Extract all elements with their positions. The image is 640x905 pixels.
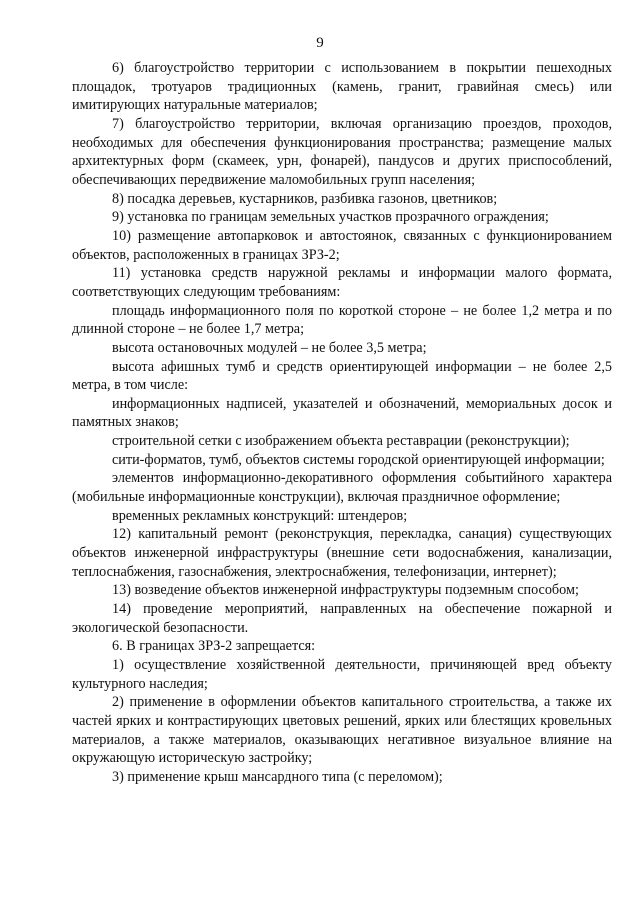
paragraph-item-11: 11) установка средств наружной рекламы и информации малого формата, соответствующих следующим требованиям: xyxy=(72,265,612,300)
paragraph-item-9: 9) установка по границам земельных участков прозрачного ограждения; xyxy=(112,209,549,226)
paragraph-item-7: 7) благоустройство территории, включая организацию проездов, проходов, необходимых для обеспечения функционирования пространства; размещение малых архитектурных форм (скамеек, урн, фонарей), пандусов и других приспособлений, обеспечивающих передвижение маломобильных групп населения; xyxy=(72,115,612,188)
paragraph-prohibited-1: 1) осуществление хозяйственной деятельности, причиняющей вред объекту культурного наследия; xyxy=(72,657,612,692)
page-number: 9 xyxy=(316,35,324,51)
paragraph-item-8: 8) посадка деревьев, кустарников, разбивка газонов, цветников; xyxy=(112,190,498,207)
paragraph-sub-info-field: площадь информационного поля по короткой стороне – не более 1,2 метра и по длинной стороне – не более 1,7 метра; xyxy=(72,302,612,338)
paragraph-item-6: 6) благоустройство территории с использованием в покрытии пешеходных площадок, тротуаров традиционных (камень, гранит, гравийная смесь) или имитирующих натуральные материалов; xyxy=(72,60,612,114)
paragraph-sub-construction-mesh: строительной сетки с изображением объекта реставрации (реконструкции); xyxy=(112,433,570,450)
paragraph-item-12: 12) капитальный ремонт (реконструкция, перекладка, санация) существующих объектов инженерной инфраструктуры (внешние сети водоснабжения, канализации, теплоснабжения, газоснабжения, электроснабжения, телефонизации, интернет); xyxy=(72,526,612,580)
paragraph-prohibited-2: 2) применение в оформлении объектов капитального строительства, а также их частей ярких и контрастирующих цветовых решений, ярких или блестящих кровельных материалов, а также материалов, оказывающих негативное визуальное влияние на окружающую историческую застройку; xyxy=(72,694,612,767)
paragraph-sub-temporary-ads: временных рекламных конструкций: штендеров; xyxy=(112,507,408,524)
paragraph-prohibited-3: 3) применение крыш мансардного типа (с переломом); xyxy=(112,768,443,785)
paragraph-sub-stop-modules: высота остановочных модулей – не более 3,5 метра; xyxy=(112,339,427,356)
paragraph-sub-poster-columns: высота афишных тумб и средств ориентирующей информации – не более 2,5 метра, в том числе: xyxy=(72,358,612,394)
paragraph-sub-info-signs: информационных надписей, указателей и обозначений, мемориальных досок и памятных знаков; xyxy=(72,395,612,431)
section-heading-prohibited: 6. В границах ЗРЗ-2 запрещается: xyxy=(112,638,316,655)
paragraph-item-14: 14) проведение мероприятий, направленных на обеспечение пожарной и экологической безопасности. xyxy=(72,601,612,636)
paragraph-sub-city-formats: сити-форматов, тумб, объектов системы городской ориентирующей информации; xyxy=(112,451,605,468)
paragraph-item-10: 10) размещение автопарковок и автостоянок, связанных с функционированием объектов, расположенных в границах ЗРЗ-2; xyxy=(72,227,612,263)
body-text xyxy=(72,59,612,787)
paragraph-sub-event-decor: элементов информационно-декоративного оформления событийного характера (мобильные информационные конструкции), включая праздничное оформление; xyxy=(72,470,612,506)
paragraph-item-13: 13) возведение объектов инженерной инфраструктуры подземным способом; xyxy=(112,582,579,599)
